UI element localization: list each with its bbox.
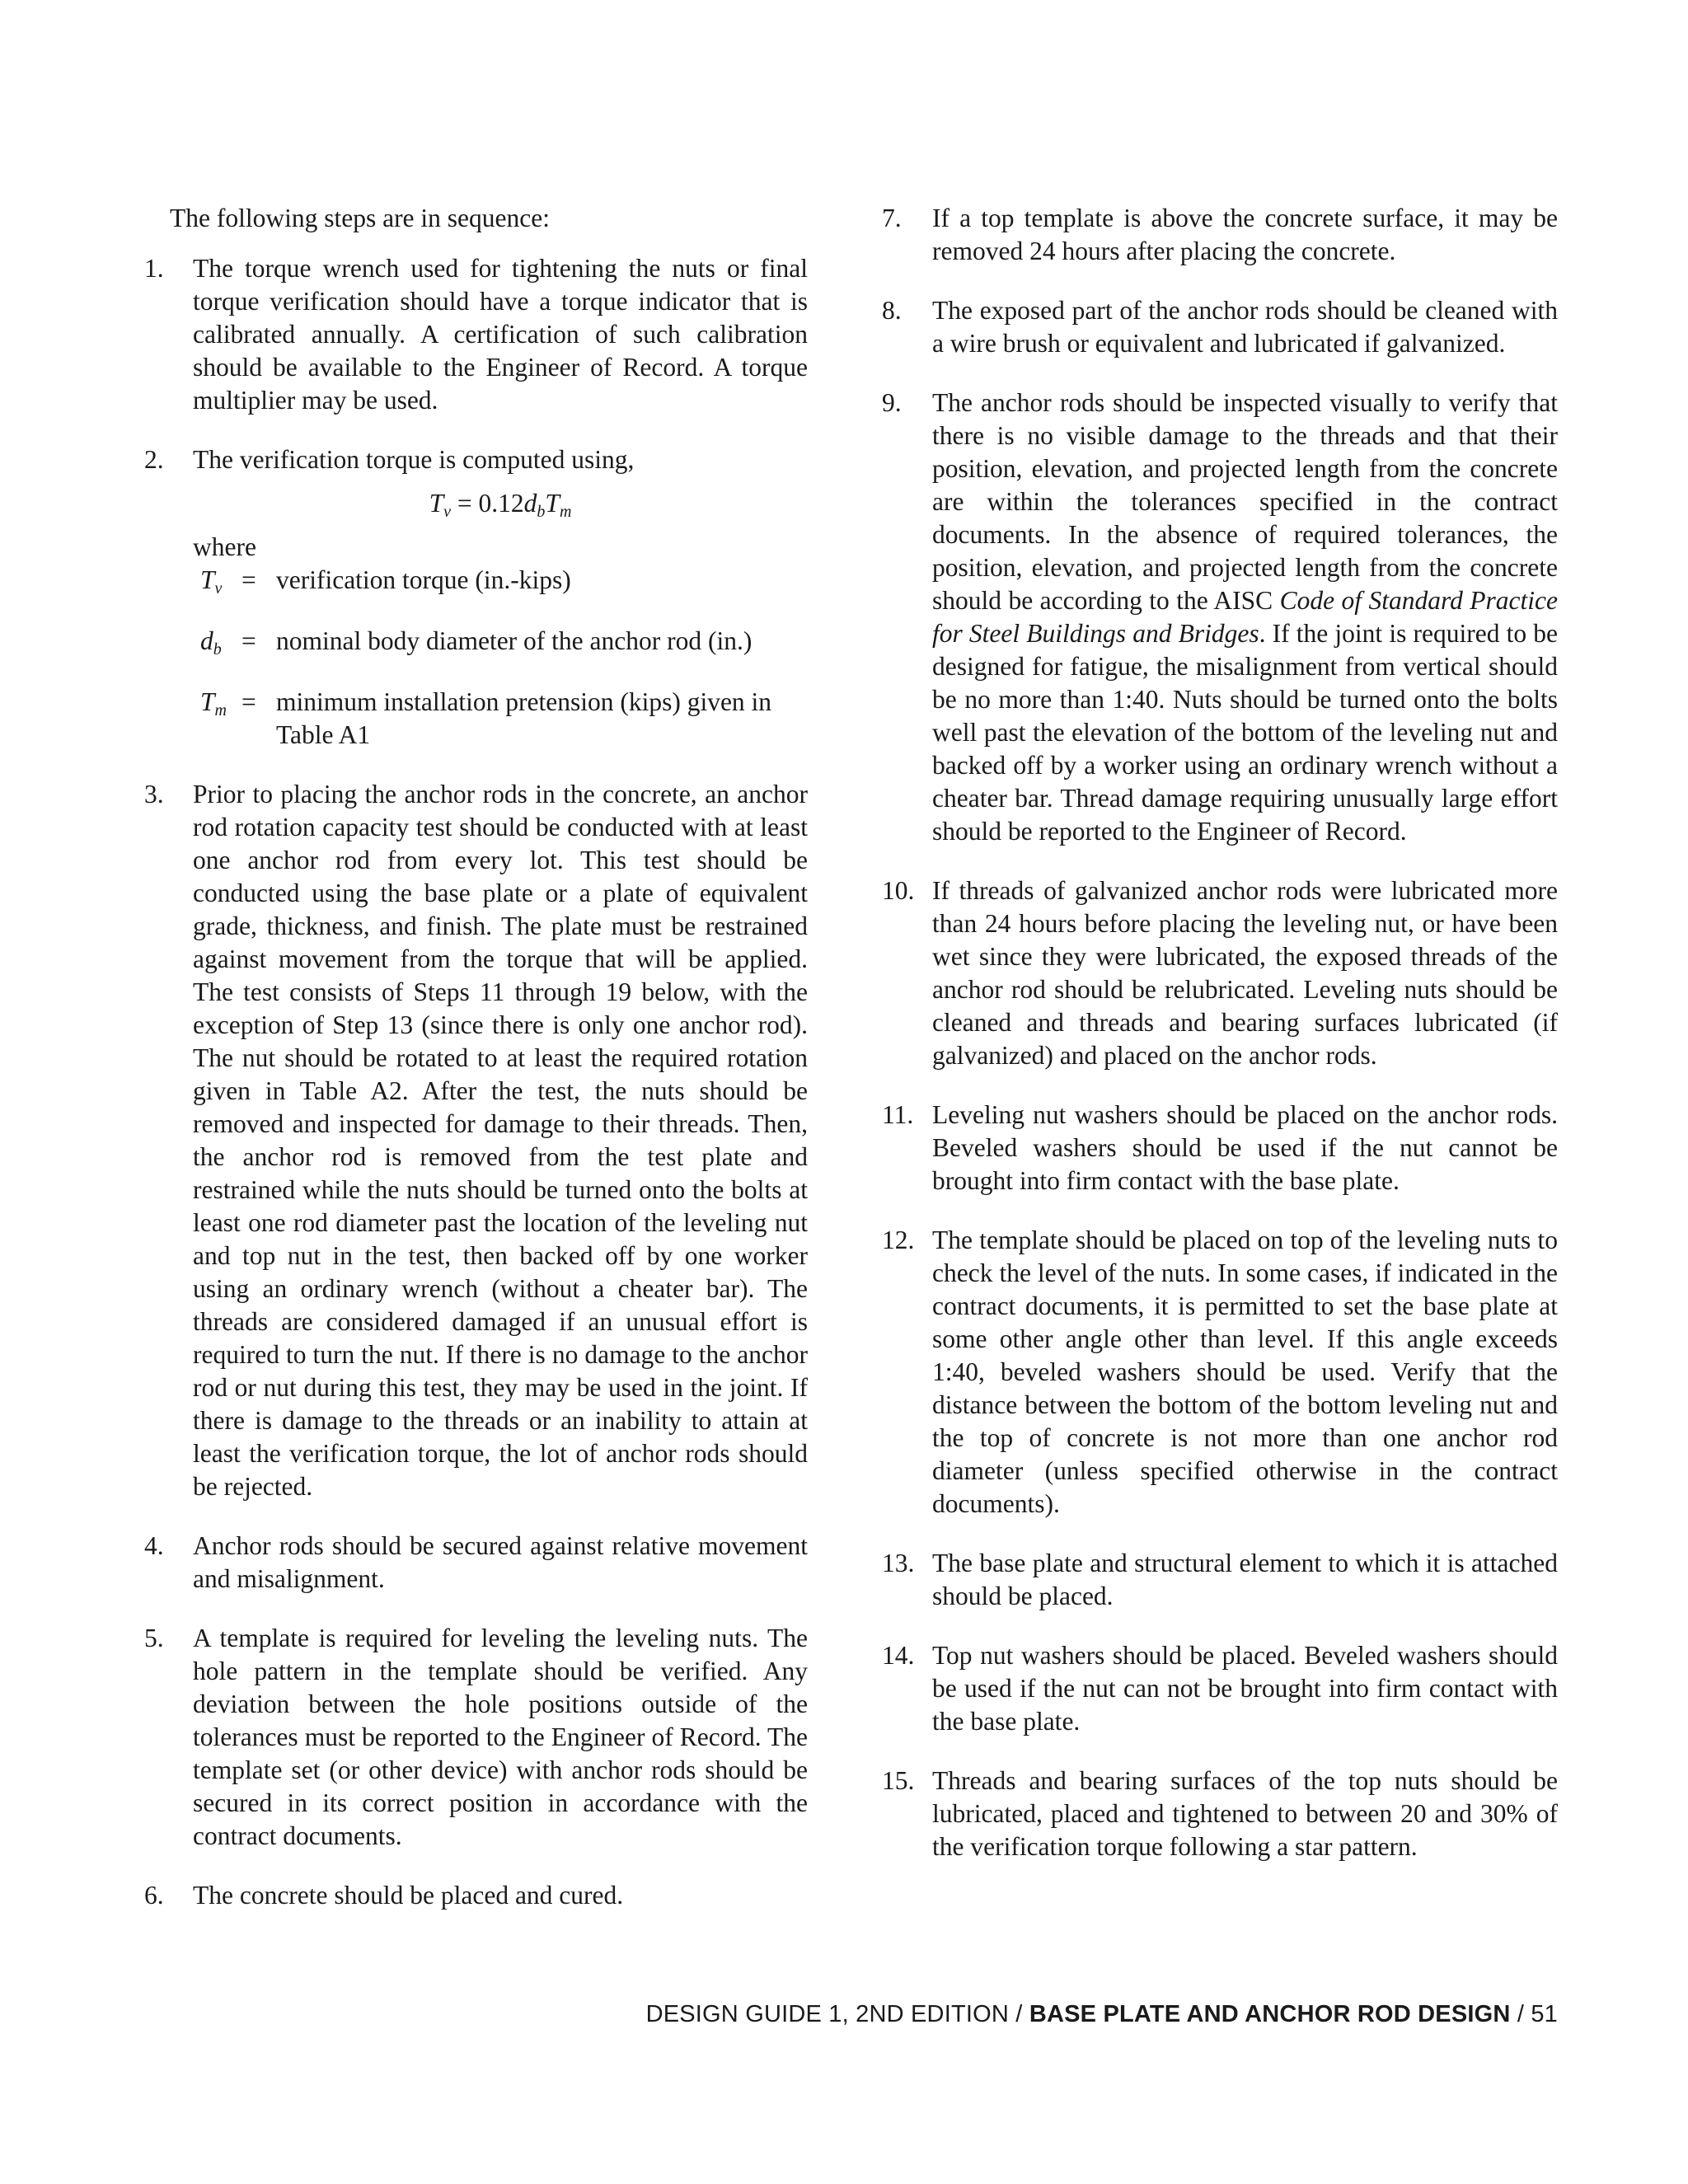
equation-lhs-subscript: v <box>443 503 452 521</box>
right-column <box>882 202 1558 1890</box>
step-text: Threads and bearing surfaces of the top nuts should be lubricated, placed and tightened to between 20 and 30% of the verification torque following a star pattern. <box>932 1766 1558 1861</box>
variable-subscript: m <box>214 701 227 719</box>
where-label: where <box>193 532 256 561</box>
step-text: Leveling nut washers should be placed on the anchor rods. Beveled washers should be used if the nut cannot be brought into firm contact with the base plate. <box>932 1100 1558 1195</box>
step-number: 8. <box>882 296 902 325</box>
variable-subscript: b <box>213 640 222 658</box>
step-number: 5. <box>144 1624 164 1652</box>
footer-page-number: / 51 <box>1510 2001 1558 2027</box>
step-text: Prior to placing the anchor rods in the concrete, an anchor rod rotation capacity test should be conducted with at least one anchor rod from every lot. This test should be conducted using the base plate or a plate of equivalent grade, thickness, and finish. The plate must be restrained against movement from the torque that will be applied. The test consists of Steps 11 through 19 below, with the exception of Step 13 (since there is only one anchor rod). The nut should be rotated to at least the required rotation given in Table A2. After the test, the nuts should be removed and inspected for damage to their threads. Then, the anchor rod is removed from the test plate and restrained while the nuts should be turned onto the bolts at least one rod diameter past the location of the leveling nut and top nut in the test, then backed off by one worker using an ordinary wrench (without a cheater bar). The threads are considered damaged if an unusual effort is required to turn the nut. If there is no damage to the anchor rod or nut during this test, they may be used in the joint. If there is damage to the threads or an inability to attain at least the verification torque, the lot of anchor rods should be rejected. <box>193 780 808 1501</box>
step-text: The base plate and structural element to which it is attached should be placed. <box>932 1549 1558 1610</box>
footer-prefix: DESIGN GUIDE 1, 2ND EDITION / <box>645 2001 1029 2027</box>
torque-equation <box>193 487 808 520</box>
step-number: 10. <box>882 876 915 905</box>
left-column <box>144 202 808 1938</box>
variable-description: nominal body diameter of the anchor rod (in.) <box>276 626 753 655</box>
variable-definition <box>193 564 808 597</box>
variable-description: verification torque (in.-kips) <box>276 565 571 594</box>
step-text-part: . If the joint is required to be designed for fatigue, the misalignment from vertical should be no more than 1:40. Nuts should be turned onto the bolts well past the elevation of the bottom of the leveling nut and backed off by a worker using an ordinary wrench without a cheater bar. Thread damage requiring unusually large effort should be reported to the Engineer of Record. <box>932 619 1558 846</box>
step-2 <box>144 443 808 752</box>
step-text: A template is required for leveling the leveling nuts. The hole pattern in the template should be verified. Any deviation between the hole positions outside of the tolerances must be reported to the Engineer of Record. The template set (or other device) with anchor rods should be secured in its correct position in accordance with the contract documents. <box>193 1624 808 1850</box>
variable-letter: T <box>200 565 215 594</box>
step-12 <box>882 1224 1558 1521</box>
step-15 <box>882 1765 1558 1863</box>
step-number: 15. <box>882 1766 915 1795</box>
step-text-part: The anchor rods should be inspected visually to verify that there is no visible damage to the threads and that their position, elevation, and projected length from the concrete are within the tolerances specified in the contract documents. In the absence of required tolerances, the position, elevation, and projected length from the concrete should be according to the AISC <box>932 388 1558 615</box>
step-number: 6. <box>144 1881 164 1910</box>
step-6 <box>144 1879 808 1912</box>
page-footer <box>646 2001 1558 2028</box>
step-text <box>932 387 1558 848</box>
variable-description: minimum installation pretension (kips) given in Table A1 <box>276 687 772 749</box>
equals-sign: = <box>241 565 256 594</box>
variable-letter: d <box>200 626 213 655</box>
step-text: If threads of galvanized anchor rods were lubricated more than 24 hours before placing the leveling nut, or have been wet since they were lubricated, the exposed threads of the anchor rod should be relubricated. Leveling nuts should be cleaned and threads and bearing surfaces lubricated (if galvanized) and placed on the anchor rods. <box>932 876 1558 1070</box>
step-3 <box>144 778 808 1503</box>
step-number: 2. <box>144 445 164 474</box>
step-10 <box>882 874 1558 1072</box>
equation-coefficient: = 0.12 <box>451 489 524 518</box>
intro-text: The following steps are in sequence: <box>170 204 550 232</box>
variable-subscript: v <box>214 579 223 598</box>
step-14 <box>882 1639 1558 1738</box>
step-text: If a top template is above the concrete surface, it may be removed 24 hours after placing the concrete. <box>932 204 1558 265</box>
standard-title: Code of Standard Practice for Steel Buildings and Bridges <box>932 586 1558 648</box>
step-13 <box>882 1547 1558 1613</box>
step-text: The concrete should be placed and cured. <box>193 1881 624 1910</box>
variable-definition <box>193 625 808 658</box>
variable-symbol <box>193 686 241 752</box>
variable-letter: T <box>200 687 215 716</box>
equation-d: d <box>523 489 537 518</box>
footer-title: BASE PLATE AND ANCHOR ROD DESIGN <box>1029 2001 1511 2027</box>
equation-t-subscript: m <box>559 503 572 521</box>
step-11 <box>882 1099 1558 1197</box>
equation-t: T <box>545 489 560 518</box>
step-number: 9. <box>882 388 902 417</box>
step-7 <box>882 202 1558 268</box>
step-number: 14. <box>882 1641 915 1670</box>
step-number: 11. <box>882 1100 914 1129</box>
variable-symbol <box>193 564 241 597</box>
step-number: 3. <box>144 780 164 808</box>
step-1 <box>144 252 808 417</box>
equals-sign: = <box>241 626 256 655</box>
step-text: The verification torque is computed using, <box>193 445 635 474</box>
step-text: The template should be placed on top of the leveling nuts to check the level of the nuts. In some cases, if indicated in the contract documents, it is permitted to set the base plate at some other angle other than level. If this angle exceeds 1:40, beveled washers should be used. Verify that the distance between the bottom of the bottom leveling nut and the top of concrete is not more than one anchor rod diameter (unless specified otherwise in the contract documents). <box>932 1226 1558 1518</box>
step-text: The exposed part of the anchor rods should be cleaned with a wire brush or equivalent and lubricated if galvanized. <box>932 296 1558 358</box>
step-number: 4. <box>144 1531 164 1560</box>
step-text: The torque wrench used for tightening the nuts or final torque verification should have a torque indicator that is calibrated annually. A certification of such calibration should be available to the Engineer of Record. A torque multiplier may be used. <box>193 254 808 415</box>
step-9 <box>882 387 1558 848</box>
step-text: Top nut washers should be placed. Beveled washers should be used if the nut can not be brought into firm contact with the base plate. <box>932 1641 1558 1736</box>
step-text: Anchor rods should be secured against relative movement and misalignment. <box>193 1531 808 1593</box>
step-5 <box>144 1622 808 1853</box>
step-4 <box>144 1530 808 1596</box>
step-8 <box>882 294 1558 360</box>
variable-symbol <box>193 625 241 658</box>
step-number: 1. <box>144 254 164 283</box>
step-number: 13. <box>882 1549 915 1577</box>
step-number: 12. <box>882 1226 915 1254</box>
variable-definition <box>193 686 808 752</box>
equation-d-subscript: b <box>537 503 546 521</box>
equation-lhs: T <box>429 489 444 518</box>
step-number: 7. <box>882 204 902 232</box>
equals-sign: = <box>241 687 256 716</box>
